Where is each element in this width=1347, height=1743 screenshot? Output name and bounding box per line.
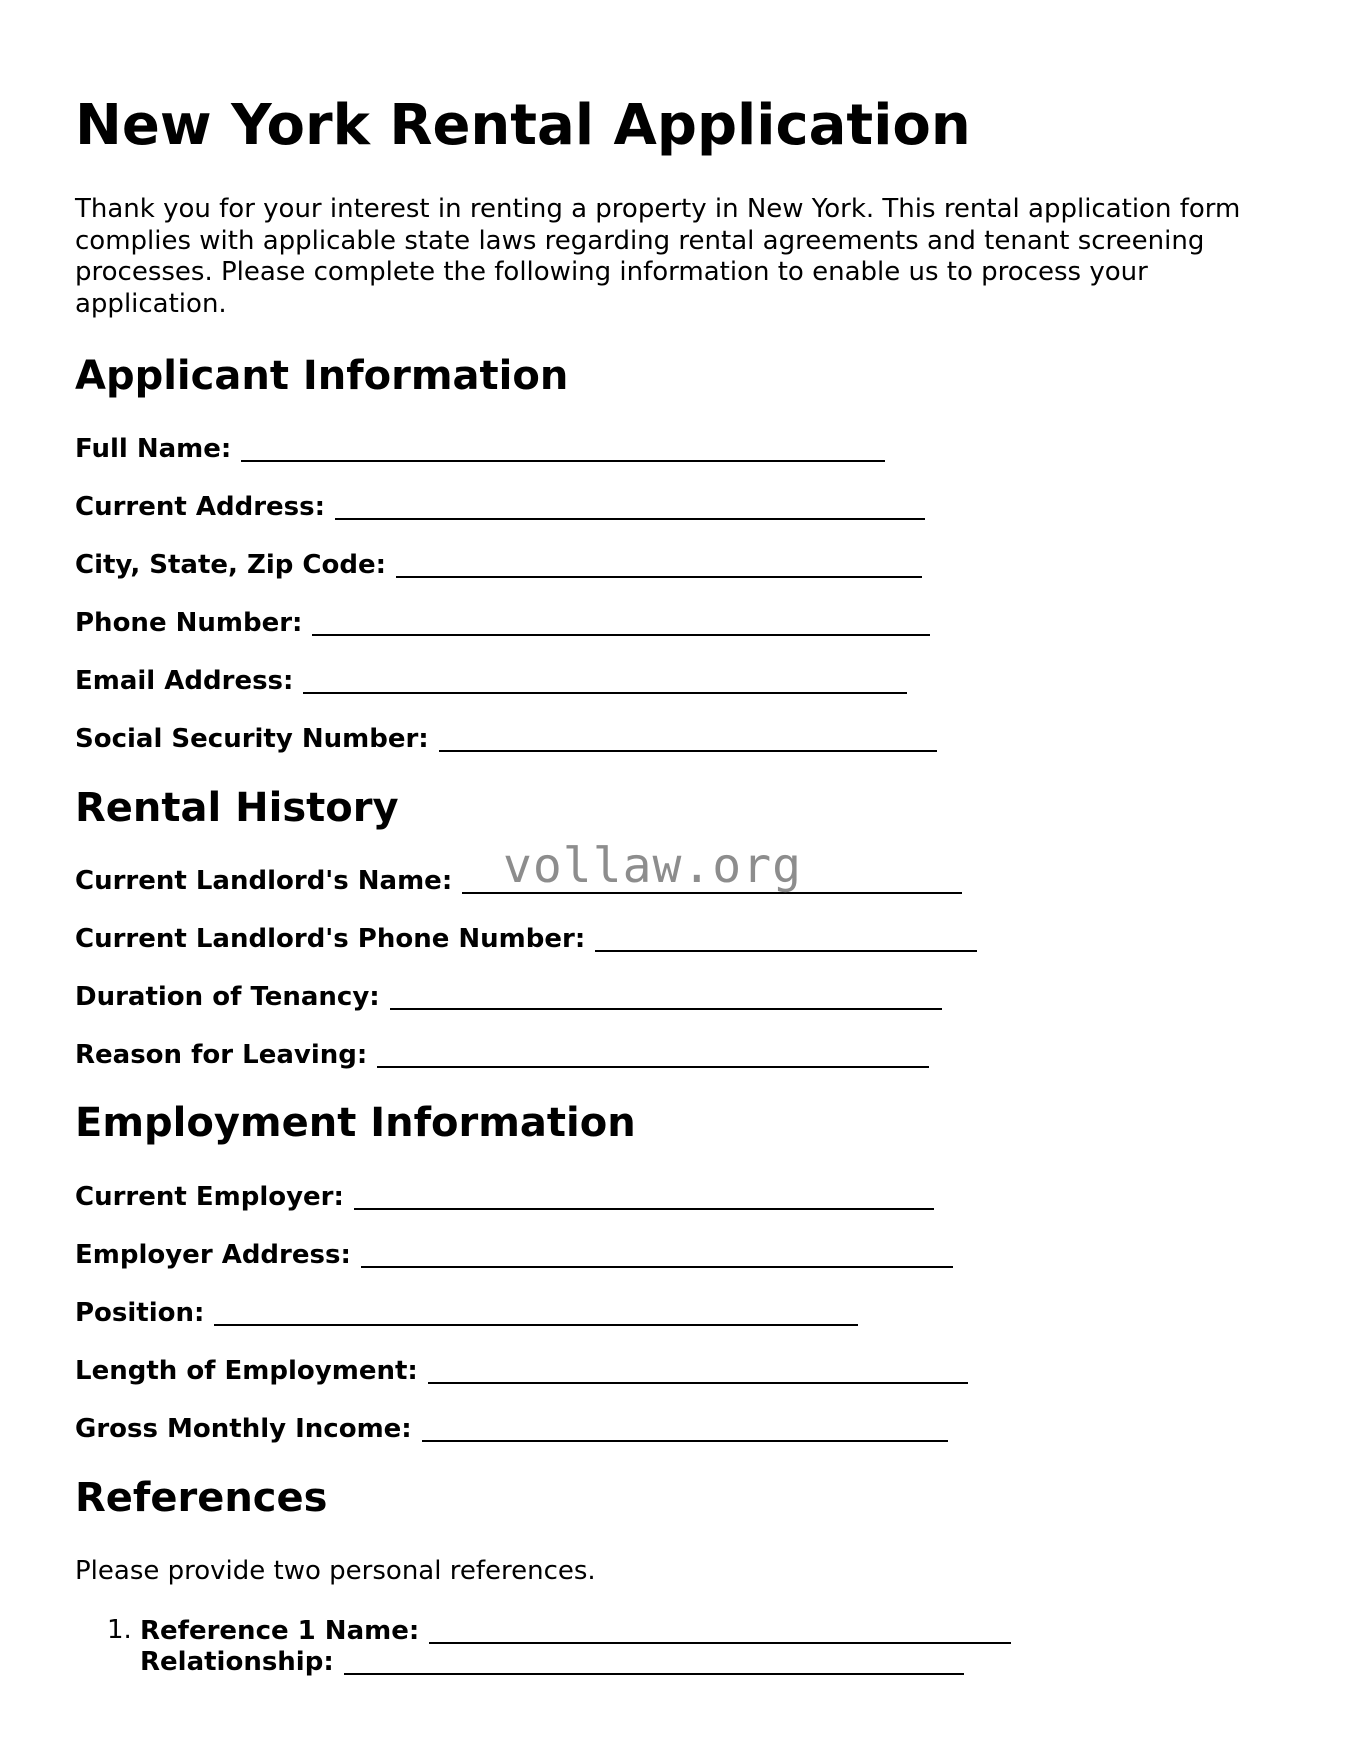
intro-paragraph: Thank you for your interest in renting a property in New York. This rental application form complies with applicable state laws regarding rental agreements and tenant screening processes. Please complete the following information to enable us to process your application. — [75, 194, 1241, 319]
field-label: Relationship: — [140, 1647, 334, 1677]
gross-monthly-income-field[interactable] — [75, 1410, 948, 1444]
section-heading-rental-history: Rental History — [75, 785, 399, 831]
employer-address-field[interactable] — [75, 1236, 953, 1270]
ssn-input-line[interactable] — [439, 724, 937, 752]
reason-for-leaving-field[interactable] — [75, 1036, 929, 1070]
gross-monthly-income-input-line[interactable] — [422, 1414, 948, 1442]
field-label: Email Address: — [75, 666, 294, 696]
email-address-input-line[interactable] — [303, 666, 907, 694]
city-state-zip-input-line[interactable] — [396, 550, 922, 578]
field-label: City, State, Zip Code: — [75, 550, 386, 580]
email-address-field[interactable] — [75, 662, 907, 696]
field-label: Gross Monthly Income: — [75, 1414, 412, 1444]
length-of-employment-field[interactable] — [75, 1352, 968, 1386]
references-instructions: Please provide two personal references. — [75, 1556, 596, 1586]
duration-of-tenancy-field[interactable] — [75, 978, 942, 1012]
field-label: Phone Number: — [75, 608, 303, 638]
field-label: Employer Address: — [75, 1240, 351, 1270]
reference-1-name-field[interactable] — [140, 1612, 1011, 1646]
page-title: New York Rental Application — [75, 93, 971, 158]
full-name-input-line[interactable] — [241, 434, 885, 462]
full-name-field[interactable] — [75, 430, 885, 464]
landlord-phone-input-line[interactable] — [595, 924, 977, 952]
field-label: Length of Employment: — [75, 1356, 418, 1386]
current-address-field[interactable] — [75, 488, 925, 522]
field-label: Social Security Number: — [75, 724, 429, 754]
watermark-text: vollaw.org — [503, 838, 802, 894]
reason-for-leaving-input-line[interactable] — [377, 1040, 929, 1068]
field-label: Full Name: — [75, 434, 232, 464]
reference-1-relationship-input-line[interactable] — [344, 1647, 964, 1675]
field-label: Reference 1 Name: — [140, 1616, 420, 1646]
field-label: Current Landlord's Name: — [75, 866, 453, 896]
current-employer-field[interactable] — [75, 1178, 934, 1212]
phone-number-field[interactable] — [75, 604, 930, 638]
position-field[interactable] — [75, 1294, 858, 1328]
position-input-line[interactable] — [214, 1298, 858, 1326]
section-heading-applicant: Applicant Information — [75, 353, 569, 399]
current-address-input-line[interactable] — [335, 492, 925, 520]
employer-address-input-line[interactable] — [361, 1240, 953, 1268]
ssn-field[interactable] — [75, 720, 937, 754]
section-heading-references: References — [75, 1475, 328, 1521]
field-label: Current Address: — [75, 492, 326, 522]
phone-number-input-line[interactable] — [312, 608, 930, 636]
reference-1-relationship-field[interactable] — [140, 1643, 964, 1677]
field-label: Reason for Leaving: — [75, 1040, 368, 1070]
section-heading-employment: Employment Information — [75, 1100, 636, 1146]
reference-1-name-input-line[interactable] — [429, 1616, 1011, 1644]
city-state-zip-field[interactable] — [75, 546, 922, 580]
duration-of-tenancy-input-line[interactable] — [390, 982, 942, 1010]
reference-list-number: 1. — [107, 1615, 132, 1645]
landlord-phone-field[interactable] — [75, 920, 977, 954]
field-label: Current Landlord's Phone Number: — [75, 924, 586, 954]
field-label: Position: — [75, 1298, 205, 1328]
length-of-employment-input-line[interactable] — [428, 1356, 968, 1384]
field-label: Duration of Tenancy: — [75, 982, 380, 1012]
field-label: Current Employer: — [75, 1182, 344, 1212]
current-employer-input-line[interactable] — [354, 1182, 934, 1210]
